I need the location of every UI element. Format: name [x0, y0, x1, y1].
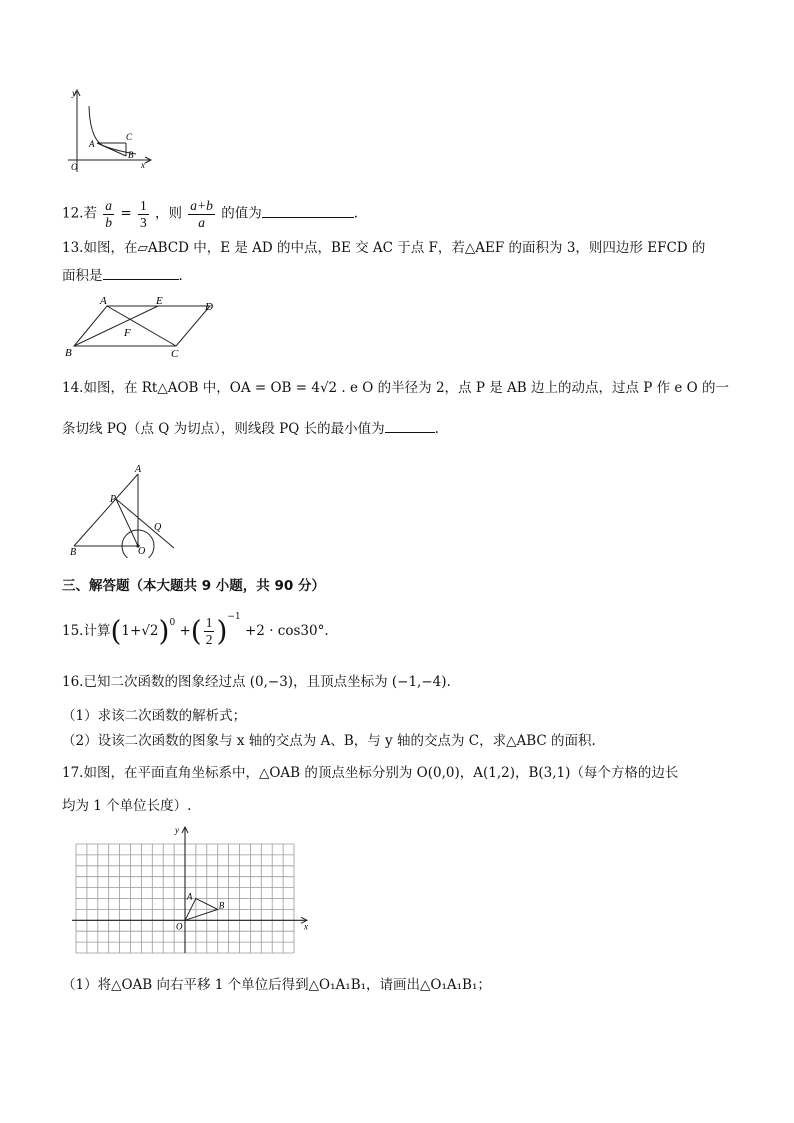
label-q: Q — [154, 522, 162, 533]
q15-close-paren-2: ) — [216, 614, 228, 648]
label-x: x — [141, 160, 145, 170]
q15-exponent-0: 0 — [169, 618, 176, 628]
tangent-line-pq — [116, 499, 174, 548]
question-14-line-1: 14.如图，在 Rt△AOB 中，OA = OB = 4√2 . e O 的半径为 2，点 P 是 AB 边上的动点，过点 P 作 e O 的一 — [62, 380, 730, 396]
q14-triangle-circle-figure — [62, 462, 178, 558]
label-y: y — [175, 825, 179, 835]
label-a: A — [100, 295, 107, 307]
q12-end: . — [353, 205, 358, 222]
label-c: C — [171, 348, 179, 360]
q14-end: . — [434, 421, 439, 437]
q14-prefix: 条切线 PQ（点 Q 为切点），则线段 PQ 长的最小值为 — [62, 421, 385, 437]
label-y: y — [72, 88, 76, 98]
label-o: O — [176, 921, 183, 932]
segment-po — [116, 499, 138, 546]
q15-plus: + — [179, 623, 191, 639]
q15-prefix: 15.计算 — [62, 623, 111, 639]
q15-fraction-half: $\frac{1}{2}$ — [205, 615, 213, 647]
question-16-stem: 16.已知二次函数的图象经过点 (0,−3)，且顶点坐标为 (−1,−4). — [62, 674, 451, 690]
q12-prefix: 若 — [83, 205, 97, 222]
label-b: B — [128, 150, 134, 160]
label-f: F — [124, 327, 131, 339]
q17-coordinate-grid-figure — [64, 824, 314, 959]
label-o: O — [138, 546, 146, 557]
question-16-part-1: （1）求该二次函数的解析式； — [62, 708, 247, 724]
q12-fraction-one-third: $\frac{1}{3}$ — [139, 198, 147, 230]
q15-open-paren: ( — [110, 614, 122, 648]
q15-base: 1+√2 — [121, 623, 159, 639]
label-a: A — [89, 139, 95, 149]
question-12: 12.若 $\frac{a}{b}$ = $\frac{1}{3}$ ，则 $\frac{a+b}{a}$ 的值为 . — [62, 198, 358, 230]
question-16-part-2: （2）设该二次函数的图象与 x 轴的交点为 A、B，与 y 轴的交点为 C，求△ABC 的面积. — [62, 733, 596, 749]
q14-answer-blank[interactable] — [385, 418, 435, 433]
q12-answer-blank[interactable] — [262, 203, 354, 218]
question-17-part-1: （1）将△OAB 向右平移 1 个单位后得到△O₁A₁B₁，请画出△O₁A₁B₁； — [62, 977, 491, 993]
segment-be — [74, 306, 158, 346]
question-17-line-2: 均为 1 个单位长度）. — [62, 798, 192, 814]
question-13-line-1: 13.如图，在▱ABCD 中，E 是 AD 的中点，BE 交 AC 于点 F，若△AEF 的面积为 3，则四边形 EFCD 的 — [62, 240, 706, 256]
diagonal-ac — [107, 306, 176, 346]
q13-end: . — [178, 268, 183, 284]
label-a: A — [135, 464, 142, 475]
label-o: O — [71, 162, 78, 172]
q15-close-paren: ) — [158, 614, 170, 648]
label-a: A — [186, 891, 193, 902]
q12-fraction-a-over-b: $\frac{a}{b}$ — [105, 198, 113, 230]
section-3-heading: 三、解答题（本大题共 9 小题，共 90 分） — [62, 578, 325, 594]
label-p: P — [110, 494, 117, 505]
question-13-line-2 — [62, 265, 183, 284]
q12-fraction-aplusb-over-a: $\frac{a+b}{a}$ — [190, 198, 213, 230]
label-b: B — [70, 547, 77, 558]
q13-prefix: 面积是 — [62, 268, 103, 284]
q11-graph-figure — [62, 88, 154, 174]
q15-exponent-minus-1: −1 — [227, 612, 241, 622]
q15-tail: +2 · cos30°. — [245, 623, 329, 639]
q15-open-paren-2: ( — [190, 614, 202, 648]
q13-parallelogram-figure — [62, 294, 224, 360]
label-b: B — [65, 347, 72, 359]
question-14-line-2 — [62, 418, 439, 437]
q13-answer-blank[interactable] — [103, 265, 179, 280]
q12-post: 的值为 — [221, 205, 262, 222]
label-d: D — [205, 301, 213, 313]
label-b: B — [218, 900, 225, 911]
label-x: x — [304, 921, 308, 932]
segment-ab — [97, 143, 126, 156]
hyperbola-curve — [89, 106, 136, 154]
question-15 — [62, 612, 329, 648]
label-e: E — [156, 295, 163, 307]
q12-number: 12. — [62, 205, 84, 222]
q12-mid: ，则 — [154, 205, 182, 222]
question-17-line-1: 17.如图，在平面直角坐标系中，△OAB 的顶点坐标分别为 O(0,0)，A(1,2)，B(3,1)（每个方格的边长 — [62, 765, 679, 781]
label-c: C — [126, 132, 133, 142]
